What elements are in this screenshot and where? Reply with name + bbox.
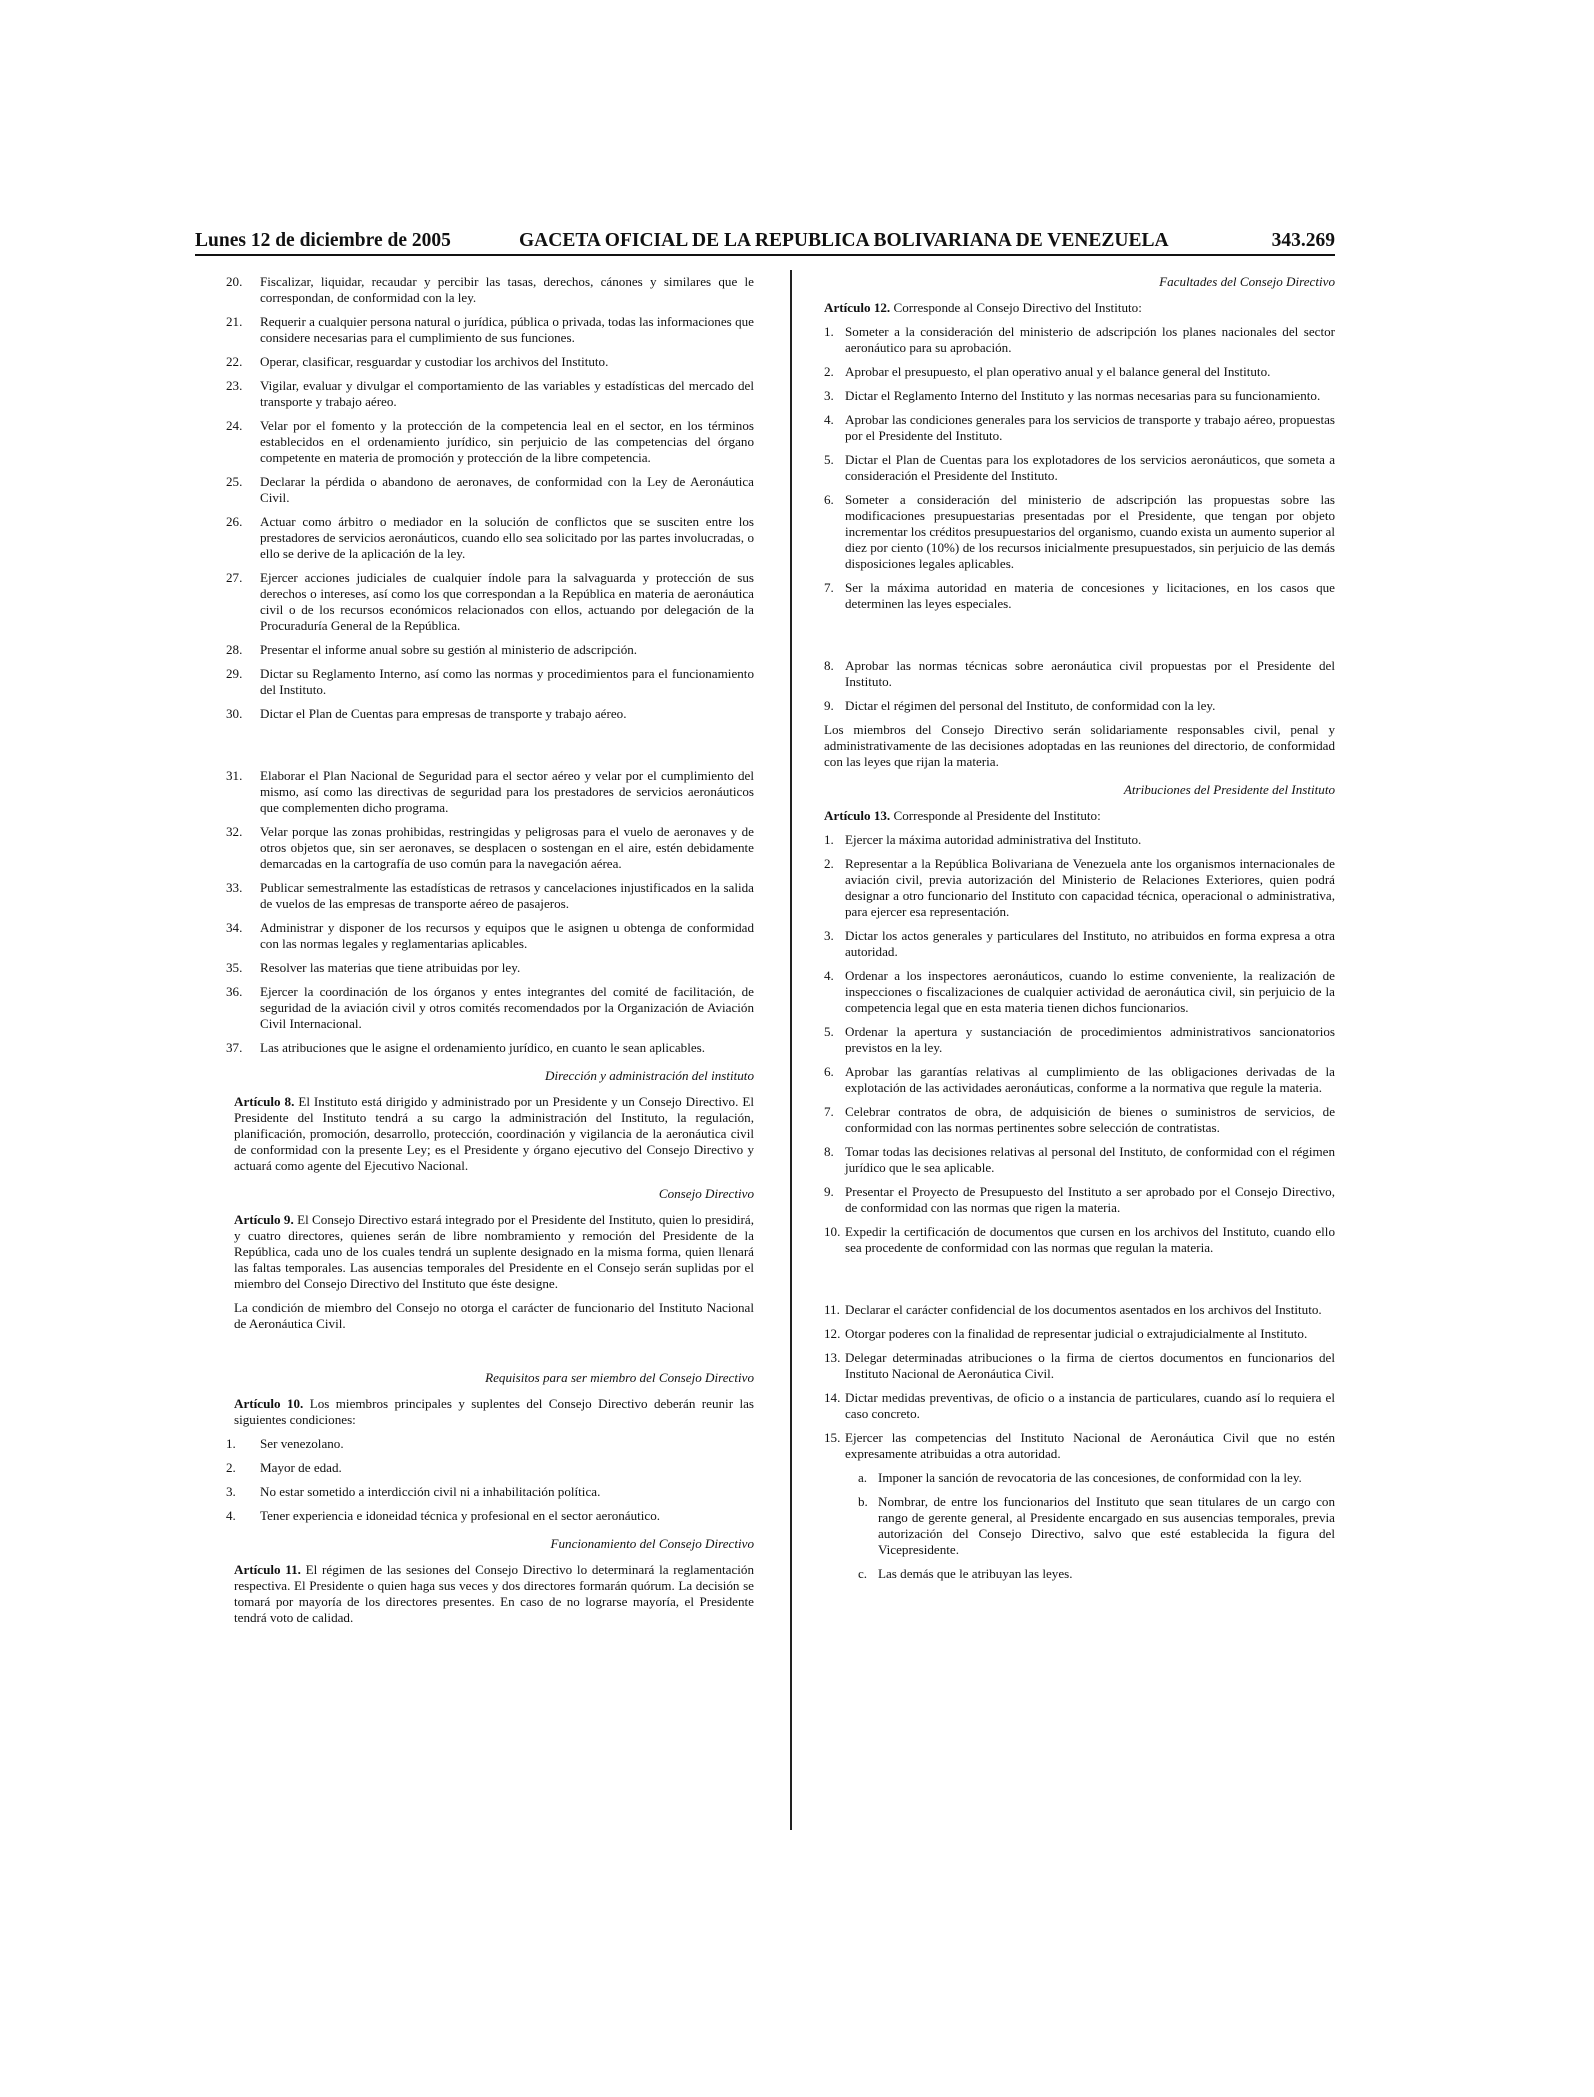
item-text: Aprobar las garantías relativas al cumplimiento de las obligaciones derivadas de la explotación de las actividades aeronáuticas, conforme a la normativa que regule la materia. [845, 1064, 1335, 1095]
item-text: Representar a la República Bolivariana de Venezuela ante los organismos internacionales de aviación civil, previa autorización del Ministerio de Relaciones Exteriores, quien podrá designar a otro funcionario del Instituto con capacidad técnica, operacional o administrativa, para ejercer esa representación. [845, 856, 1335, 919]
item-text: Aprobar las condiciones generales para los servicios de transporte y trabajo aéreo, propuestas por el Presidente del Instituto. [845, 412, 1335, 443]
article-11-text: El régimen de las sesiones del Consejo Directivo lo determinará la reglamentación respectiva. El Presidente o quien haga sus veces y dos directores formarán quórum. La decisión se tomará por mayoría de los directores presentes. En caso de no lograrse mayoría, el Presidente tendrá voto de calidad. [234, 1562, 754, 1625]
article-13-list-a [824, 832, 1335, 1256]
item-text: Ser venezolano. [260, 1436, 344, 1451]
list-item [226, 354, 754, 370]
item-text: Velar porque las zonas prohibidas, restringidas y peligrosas para el vuelo de aeronaves y de otros objetos que, sin ser aeronaves, se desplacen o sostengan en el aire, estén debidamente demarcadas en la cartografía de uso común para la navegación aérea. [260, 824, 754, 871]
list-item [824, 658, 1335, 690]
list-item [226, 378, 754, 410]
list-item [824, 928, 1335, 960]
item-text: Expedir la certificación de documentos que cursen en los archivos del Instituto, cuando ello sea procedente de conformidad con las normas que regulan la materia. [845, 1224, 1335, 1255]
article-13-label: Artículo 13. [824, 808, 891, 823]
item-text: Resolver las materias que tiene atribuidas por ley. [260, 960, 521, 975]
list-item [824, 580, 1335, 612]
item-number: 3. [824, 928, 834, 943]
item-number: 5. [824, 1024, 834, 1039]
article-13-list-b [824, 1302, 1335, 1462]
item-text: Otorgar poderes con la finalidad de representar judicial o extrajudicialmente al Instituto. [845, 1326, 1308, 1341]
item-number: 11. [824, 1302, 840, 1317]
article-12-list-a [824, 324, 1335, 612]
article-8-label: Artículo 8. [234, 1094, 295, 1109]
item-text: Dictar medidas preventivas, de oficio o a instancia de particulares, cuando así lo requiera el caso concreto. [845, 1390, 1335, 1421]
item-text: Ejercer la máxima autoridad administrativa del Instituto. [845, 832, 1142, 847]
item-number: 2. [824, 856, 834, 871]
item-text: Vigilar, evaluar y divulgar el comportamiento de las variables y estadísticas del mercado del transporte y trabajo aéreo. [260, 378, 754, 409]
list-item [824, 452, 1335, 484]
heading-direccion: Dirección y administración del instituto [545, 1068, 754, 1083]
list-item [226, 960, 754, 976]
item-number: 31. [226, 768, 243, 783]
item-text: Elaborar el Plan Nacional de Seguridad para el sector aéreo y velar por el cumplimiento del mismo, así como las directivas de seguridad para los prestadores de servicios aeronáuticos que complementen dicho programa. [260, 768, 754, 815]
item-number: 33. [226, 880, 243, 895]
item-number: 7. [824, 580, 834, 595]
item-number: 1. [824, 324, 834, 339]
item-text: Mayor de edad. [260, 1460, 342, 1475]
item-text: Dictar el Plan de Cuentas para los explotadores de los servicios aeronáuticos, que someta a consideración el Presidente del Instituto. [845, 452, 1335, 483]
heading-facultades: Facultades del Consejo Directivo [1159, 274, 1335, 289]
list-item [226, 514, 754, 562]
item-text: Declarar la pérdida o abandono de aeronaves, de conformidad con la Ley de Aeronáutica Civil. [260, 474, 754, 505]
item-number: 6. [824, 492, 834, 507]
item-text: Aprobar las normas técnicas sobre aeronáutica civil propuestas por el Presidente del Instituto. [845, 658, 1335, 689]
header-page-number: 343.269 [1271, 230, 1335, 251]
list-item [824, 324, 1335, 356]
item-number: 4. [824, 968, 834, 983]
item-number: 36. [226, 984, 243, 999]
article-13-text: Corresponde al Presidente del Instituto: [890, 808, 1101, 823]
list-item [226, 314, 754, 346]
list-item [824, 1430, 1335, 1462]
article-13 [824, 808, 1335, 824]
list-item [824, 968, 1335, 1016]
requirements-list [226, 1436, 754, 1524]
item-text: Administrar y disponer de los recursos y equipos que le asignen u obtenga de conformidad con las normas legales y reglamentarias aplicables. [260, 920, 754, 951]
item-text: Publicar semestralmente las estadísticas de retrasos y cancelaciones injustificados en la salida de vuelos de las empresas de transporte aéreo de pasajeros. [260, 880, 754, 911]
item-text: Dictar su Reglamento Interno, así como las normas y procedimientos para el funcionamiento del Instituto. [260, 666, 754, 697]
left-column [226, 274, 754, 1634]
list-item [824, 1224, 1335, 1256]
list-item [226, 274, 754, 306]
article-10 [234, 1396, 754, 1428]
list-item [824, 364, 1335, 380]
item-text: Dictar los actos generales y particulares del Instituto, no atribuidos en forma expresa a otra autoridad. [845, 928, 1335, 959]
item-number: 32. [226, 824, 243, 839]
item-text: Tomar todas las decisiones relativas al personal del Instituto, de conformidad con el régimen jurídico que le sea aplicable. [845, 1144, 1335, 1175]
list-item [824, 1302, 1335, 1318]
item-number: 1. [226, 1436, 236, 1451]
item-number: 14. [824, 1390, 841, 1405]
item-number: 20. [226, 274, 243, 289]
item-number: 35. [226, 960, 243, 975]
heading-requisitos: Requisitos para ser miembro del Consejo Directivo [485, 1370, 754, 1385]
column-divider [790, 270, 792, 1830]
item-text: Ejercer acciones judiciales de cualquier índole para la salvaguarda y protección de sus derechos o intereses, así como los que correspondan a la República en materia de aeronáutica civil o de los recursos económicos relacionados con ellos, actuando por delegación de la Procuraduría General de la República. [260, 570, 754, 633]
list-item [824, 492, 1335, 572]
left-list-b [226, 768, 754, 1056]
item-text: Operar, clasificar, resguardar y custodiar los archivos del Instituto. [260, 354, 609, 369]
list-item [824, 698, 1335, 714]
item-number: 3. [824, 388, 834, 403]
item-text: Ejercer las competencias del Instituto Nacional de Aeronáutica Civil que no estén expresamente atribuidas a otra autoridad. [845, 1430, 1335, 1461]
list-item [824, 1350, 1335, 1382]
list-item [226, 1040, 754, 1056]
item-text: Dictar el Plan de Cuentas para empresas de transporte y trabajo aéreo. [260, 706, 627, 721]
heading-funcionamiento: Funcionamiento del Consejo Directivo [550, 1536, 754, 1551]
item-number: 22. [226, 354, 243, 369]
item-number: 30. [226, 706, 243, 721]
item-text: Ejercer la coordinación de los órganos y entes integrantes del comité de facilitación, de seguridad de la aviación civil y otros comités recomendados por la Organización de Aviación Civil Internacional. [260, 984, 754, 1031]
item-text: Tener experiencia e idoneidad técnica y profesional en el sector aeronáutico. [260, 1508, 661, 1523]
item-number: 10. [824, 1224, 841, 1239]
item-number: 27. [226, 570, 243, 585]
list-item [226, 880, 754, 912]
article-9 [234, 1212, 754, 1292]
gazette-header [195, 228, 1335, 256]
item-text: Las demás que le atribuyan las leyes. [878, 1566, 1073, 1581]
item-text: Delegar determinadas atribuciones o la firma de ciertos documentos en funcionarios del Instituto Nacional de Aeronáutica Civil. [845, 1350, 1335, 1381]
list-item [824, 388, 1335, 404]
list-item [824, 1024, 1335, 1056]
list-item [226, 824, 754, 872]
list-item [824, 1390, 1335, 1422]
list-item [226, 418, 754, 466]
list-item [824, 1184, 1335, 1216]
item-number: 2. [226, 1460, 236, 1475]
item-text: Velar por el fomento y la protección de la competencia leal en el sector, en los términos establecidos en el ordenamiento jurídico, sin perjuicio de las competencias del órgano competente en materia de promoción y protección de la libre competencia. [260, 418, 754, 465]
item-number: 12. [824, 1326, 841, 1341]
header-date: Lunes 12 de diciembre de 2005 [195, 230, 451, 251]
list-item [824, 412, 1335, 444]
article-8 [234, 1094, 754, 1174]
item-number: 4. [824, 412, 834, 427]
item-text: Imponer la sanción de revocatoria de las concesiones, de conformidad con la ley. [878, 1470, 1302, 1485]
item-number: 7. [824, 1104, 834, 1119]
item-number: c. [858, 1566, 868, 1581]
item-text: Dictar el Reglamento Interno del Instituto y las normas necesarias para su funcionamiento. [845, 388, 1321, 403]
item-number: 5. [824, 452, 834, 467]
item-number: 25. [226, 474, 243, 489]
item-text: Aprobar el presupuesto, el plan operativo anual y el balance general del Instituto. [845, 364, 1271, 379]
item-number: 1. [824, 832, 834, 847]
list-item [226, 570, 754, 634]
list-item [226, 1508, 754, 1524]
item-text: Someter a la consideración del ministerio de adscripción los planes nacionales del sector aeronáutico para su aprobación. [845, 324, 1335, 355]
sub-list-item [844, 1566, 1335, 1582]
article-9-text: El Consejo Directivo estará integrado por el Presidente del Instituto, quien lo presidirá, y cuatro directores, quienes serán de libre nombramiento y remoción del Presidente de la República, cada uno de los cuales tendrá un suplente designado en la misma forma, quien llenará las faltas temporales. Las ausencias temporales del Presidente en el Consejo serán suplidas por el miembro del Consejo Directivo del Instituto que éste designe. [234, 1212, 754, 1291]
item-number: 34. [226, 920, 243, 935]
item-text: Ser la máxima autoridad en materia de concesiones y licitaciones, en los casos que determinen las leyes especiales. [845, 580, 1335, 611]
list-item [226, 666, 754, 698]
list-item [226, 920, 754, 952]
item-number: 3. [226, 1484, 236, 1499]
item-text: Ordenar la apertura y sustanciación de procedimientos administrativos sancionatorios previstos en la ley. [845, 1024, 1335, 1055]
responsibility-paragraph: Los miembros del Consejo Directivo serán solidariamente responsables civil, penal y administrativamente de las decisiones adoptadas en las reuniones del directorio, de conformidad con las leyes que rijan la materia. [824, 722, 1335, 769]
article-9-label: Artículo 9. [234, 1212, 294, 1227]
item-number: 23. [226, 378, 243, 393]
article-13-sublist [824, 1470, 1335, 1582]
item-number: 2. [824, 364, 834, 379]
item-text: Celebrar contratos de obra, de adquisición de bienes o suministros de servicios, de conformidad con las normas pertinentes sobre selección de contratistas. [845, 1104, 1335, 1135]
list-item [226, 1436, 754, 1452]
list-item [226, 1484, 754, 1500]
article-12-text: Corresponde al Consejo Directivo del Instituto: [890, 300, 1142, 315]
list-item [226, 768, 754, 816]
item-number: 8. [824, 658, 834, 673]
item-number: 6. [824, 1064, 834, 1079]
list-item [824, 856, 1335, 920]
item-text: Presentar el informe anual sobre su gestión al ministerio de adscripción. [260, 642, 638, 657]
item-number: 9. [824, 698, 834, 713]
list-item [824, 1326, 1335, 1342]
list-item [226, 474, 754, 506]
item-number: b. [858, 1494, 868, 1509]
item-text: Nombrar, de entre los funcionarios del Instituto que sean titulares de un cargo con rango de gerente general, al Presidente encargado en sus ausencias temporales, previa autorización del Consejo Directivo, salvo que esté establecida la figura del Vicepresidente. [878, 1494, 1335, 1557]
item-number: 29. [226, 666, 243, 681]
item-number: 21. [226, 314, 243, 329]
list-item [226, 642, 754, 658]
article-8-text: El Instituto está dirigido y administrado por un Presidente y un Consejo Directivo. El Presidente del Instituto tendrá a su cargo la administración del Instituto, la regulación, planificación, promoción, desarrollo, protección, coordinación y vigilancia de la aeronáutica civil de conformidad con la presente Ley; es el Presidente y órgano ejecutivo del Consejo Directivo y actuará como agente del Ejecutivo Nacional. [234, 1094, 754, 1173]
item-text: Declarar el carácter confidencial de los documentos asentados en los archivos del Instituto. [845, 1302, 1322, 1317]
item-text: Fiscalizar, liquidar, recaudar y percibir las tasas, derechos, cánones y similares que le correspondan, de conformidad con la ley. [260, 274, 754, 305]
heading-atribuciones: Atribuciones del Presidente del Instituto [1123, 782, 1335, 797]
article-12-label: Artículo 12. [824, 300, 891, 315]
item-number: 26. [226, 514, 243, 529]
item-text: Someter a consideración del ministerio de adscripción las propuestas sobre las modificaciones presupuestarias presentadas por el Presidente, que tengan por objeto incrementar los créditos presupuestarios del organismo, cuando exista un aumento superior al diez por ciento (10%) de los recursos inicialmente presupuestados, sin perjuicio de las demás disposiciones legales aplicables. [845, 492, 1335, 571]
article-11 [234, 1562, 754, 1626]
left-list-a [226, 274, 754, 722]
header-title: GACETA OFICIAL DE LA REPUBLICA BOLIVARIANA DE VENEZUELA [519, 230, 1169, 251]
article-12-list-b [824, 658, 1335, 714]
item-number: 8. [824, 1144, 834, 1159]
item-text: Ordenar a los inspectores aeronáuticos, cuando lo estime conveniente, la realización de inspecciones o fiscalizaciones de cualquier actividad de aeronáutica civil, sin perjuicio de la competencia legal que en esta materia tienen dichos funcionarios. [845, 968, 1335, 1015]
item-number: 4. [226, 1508, 236, 1523]
list-item [824, 832, 1335, 848]
item-number: 37. [226, 1040, 243, 1055]
item-text: No estar sometido a interdicción civil ni a inhabilitación política. [260, 1484, 601, 1499]
item-number: 15. [824, 1430, 841, 1445]
item-text: Requerir a cualquier persona natural o jurídica, pública o privada, todas las informaciones que considere necesarias para el cumplimiento de sus funciones. [260, 314, 754, 345]
list-item [226, 984, 754, 1032]
item-number: 9. [824, 1184, 834, 1199]
heading-consejo: Consejo Directivo [658, 1186, 754, 1201]
item-text: Dictar el régimen del personal del Instituto, de conformidad con la ley. [845, 698, 1216, 713]
list-item [824, 1104, 1335, 1136]
article-10-label: Artículo 10. [234, 1396, 304, 1411]
list-item [226, 706, 754, 722]
item-number: a. [858, 1470, 868, 1485]
list-item [824, 1064, 1335, 1096]
list-item [824, 1144, 1335, 1176]
item-text: Presentar el Proyecto de Presupuesto del Instituto a ser aprobado por el Consejo Directivo, de conformidad con las normas que rigen la materia. [845, 1184, 1335, 1215]
sub-list-item [844, 1494, 1335, 1558]
item-text: Las atribuciones que le asigne el ordenamiento jurídico, en cuanto le sean aplicables. [260, 1040, 706, 1055]
article-10-text: Los miembros principales y suplentes del Consejo Directivo deberán reunir las siguientes condiciones: [234, 1396, 754, 1427]
item-number: 24. [226, 418, 243, 433]
sub-list-item [844, 1470, 1335, 1486]
item-number: 28. [226, 642, 243, 657]
article-12 [824, 300, 1335, 316]
item-number: 13. [824, 1350, 841, 1365]
right-column [824, 274, 1335, 1590]
list-item [226, 1460, 754, 1476]
article-11-label: Artículo 11. [234, 1562, 301, 1577]
item-text: Actuar como árbitro o mediador en la solución de conflictos que se susciten entre los prestadores de servicios aeronáuticos, cuando ello sea solicitado por las partes involucradas, o ello se derive de la aplicación de la ley. [260, 514, 754, 561]
article-9-paragraph-2: La condición de miembro del Consejo no otorga el carácter de funcionario del Instituto Nacional de Aeronáutica Civil. [234, 1300, 754, 1331]
